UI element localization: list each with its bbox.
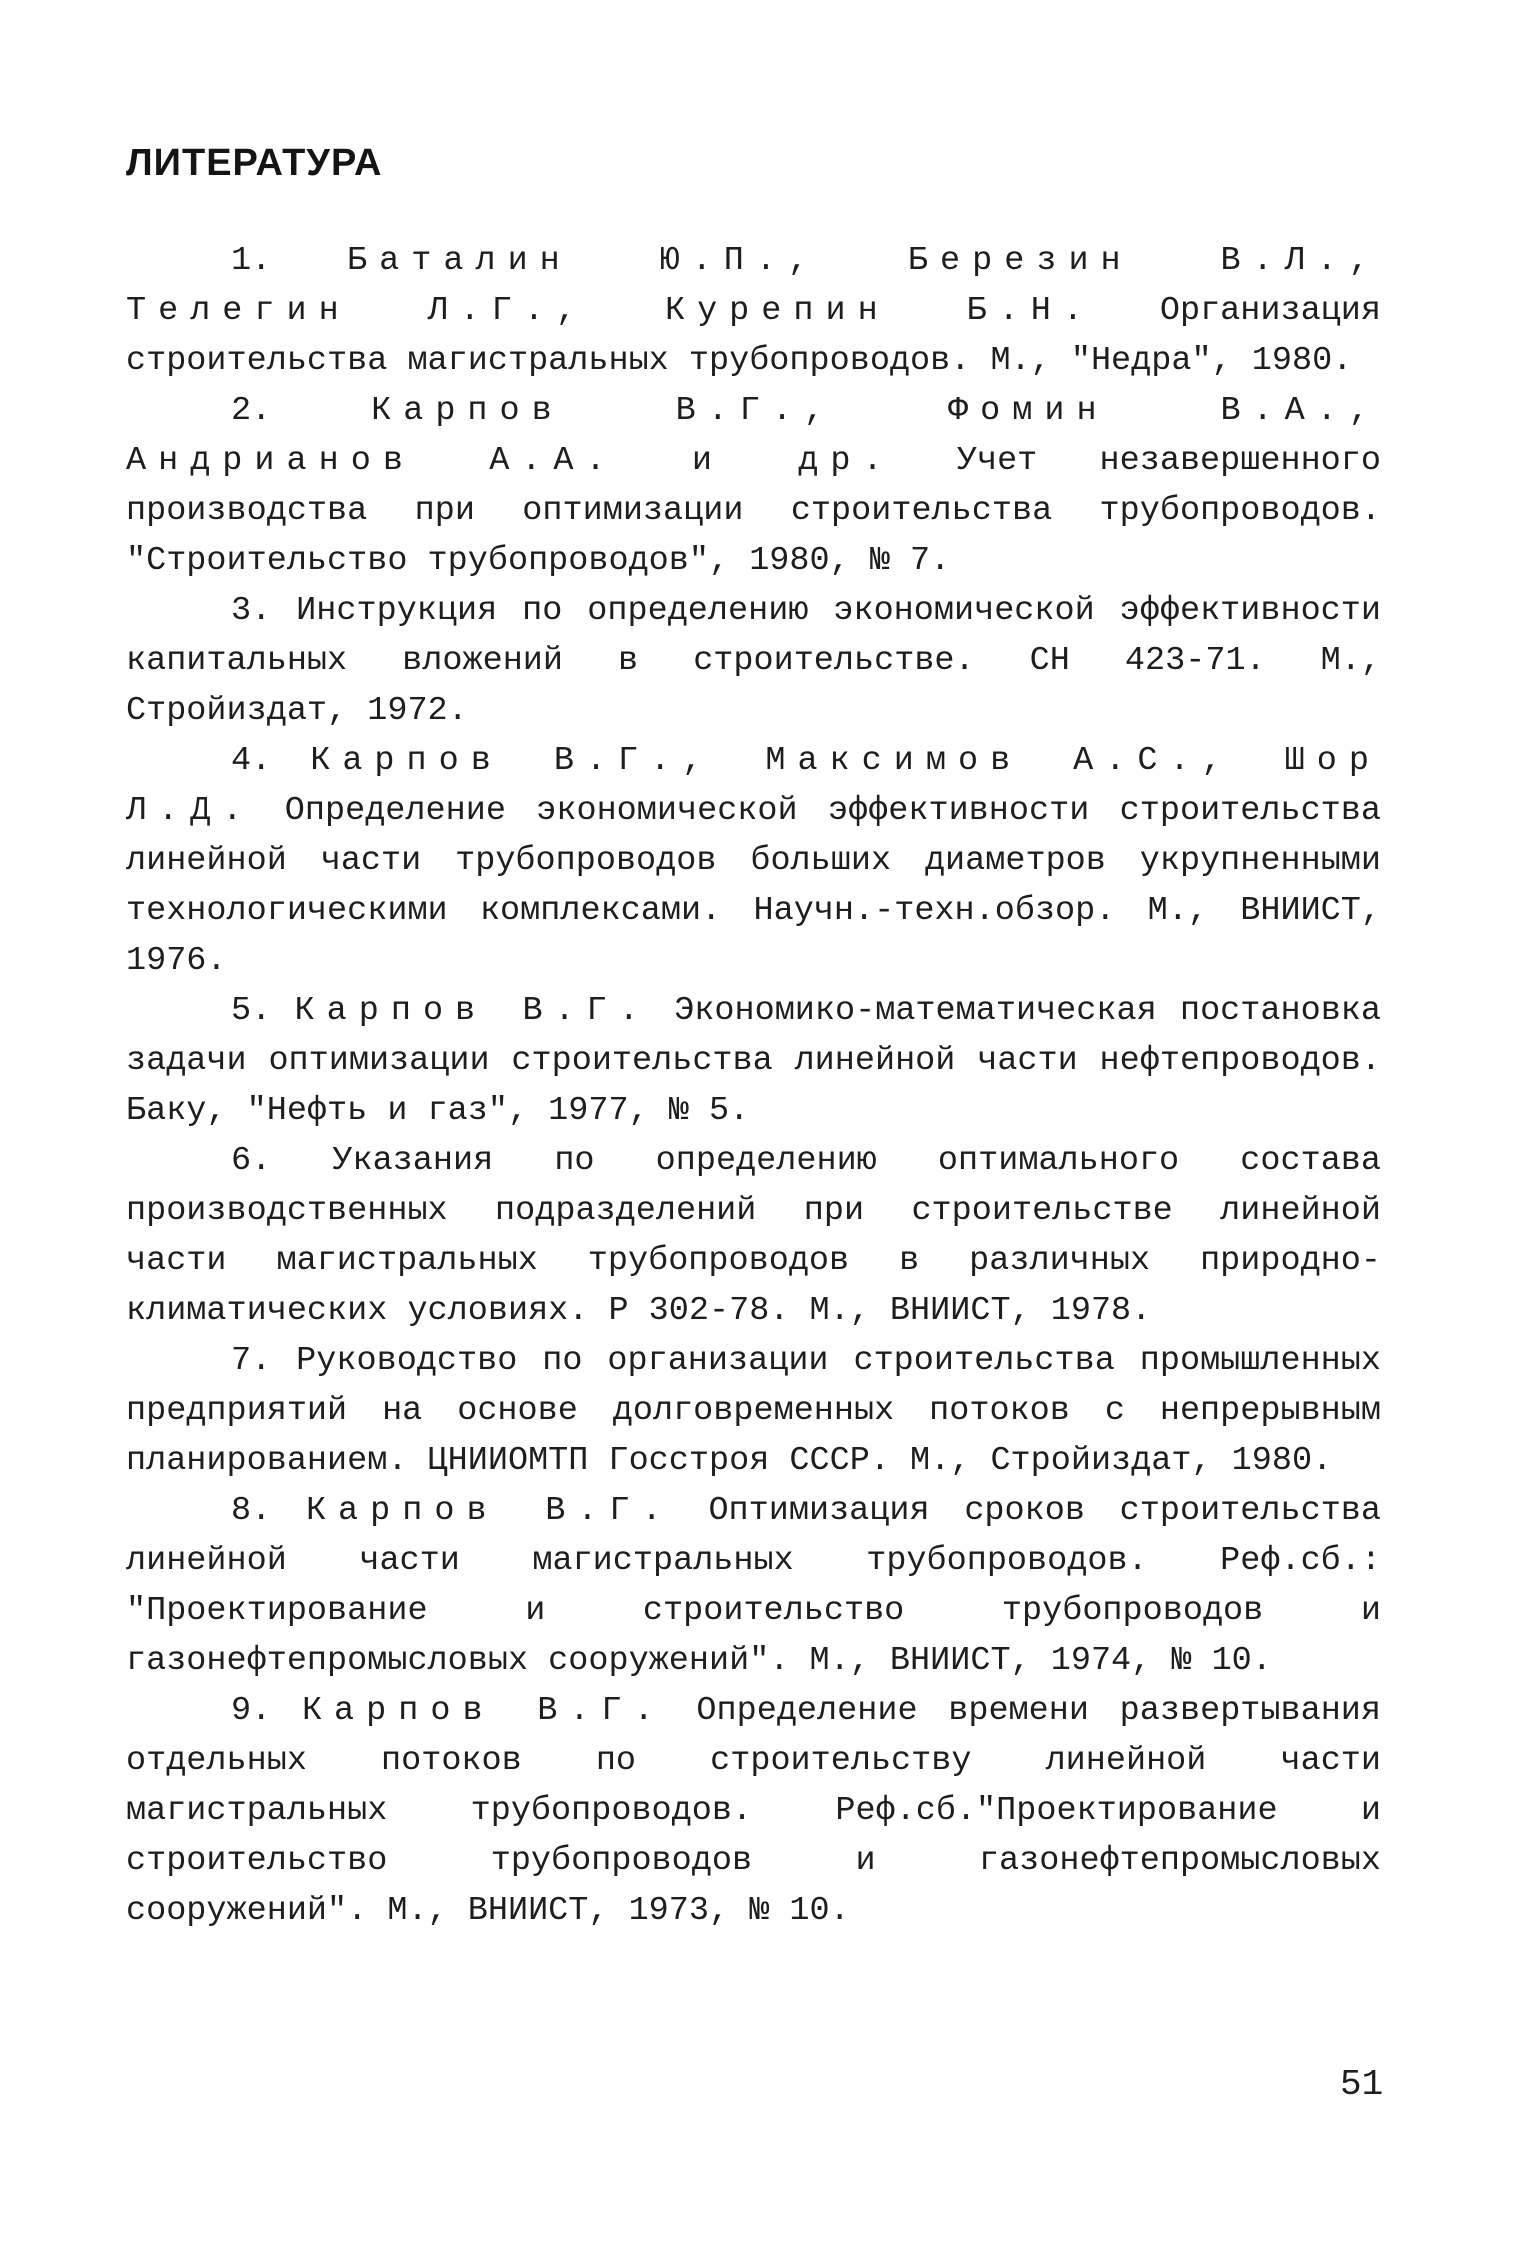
reference-number: 6. xyxy=(231,1142,272,1180)
reference-item xyxy=(126,736,1381,986)
reference-item xyxy=(126,1486,1381,1686)
reference-text: Указания по определению оптимального состава производственных подразделений при строительстве линейной части магистральных трубопроводов в различных природно-климатических условиях. Р 302-78. М., ВНИИСТ, 1978. xyxy=(126,1142,1382,1330)
reference-text: Определение времени развертывания отдельных потоков по строительству линейной части магистральных трубопроводов. Реф.сб."Проектирование и строительство трубопроводов и газонефтепромысловых сооружений". М., ВНИИСТ, 1973, № 10. xyxy=(126,1692,1382,1930)
reference-text: Инструкция по определению экономической эффективности капитальных вложений в строительстве. СН 423-71. М., Стройиздат, 1972. xyxy=(126,592,1381,730)
reference-number: 5. xyxy=(231,992,272,1030)
reference-text: Экономико-математическая постановка задачи оптимизации строительства линейной части нефтепроводов. Баку, "Нефть и газ", 1977, № 5. xyxy=(126,992,1382,1130)
reference-text: Определение экономической эффективности строительства линейной части трубопроводов больших диаметров укрупненными технологическими комплексами. Научн.-техн.обзор. М., ВНИИСТ, 1976. xyxy=(126,792,1381,980)
reference-text: Учет незавершенного производства при оптимизации строительства трубопроводов. "Строительство трубопроводов", 1980, № 7. xyxy=(126,442,1381,580)
reference-item xyxy=(126,1336,1381,1486)
reference-authors: Карпов В.Г. xyxy=(305,1492,674,1530)
page-title: ЛИТЕРАТУРА xyxy=(126,142,383,184)
reference-item xyxy=(126,1686,1381,1936)
reference-number: 1. xyxy=(231,242,272,280)
reference-authors: Карпов В.Г., Фомин В.А., Андрианов А.А. и др. xyxy=(126,392,1381,480)
reference-item xyxy=(126,1136,1381,1336)
reference-number: 9. xyxy=(231,1692,272,1730)
reference-item xyxy=(126,986,1381,1136)
reference-number: 2. xyxy=(231,392,272,430)
reference-authors: Карпов В.Г. xyxy=(301,1692,666,1730)
reference-text: Организация строительства магистральных трубопроводов. М., "Недра", 1980. xyxy=(126,292,1381,380)
reference-text: Оптимизация сроков строительства линейной части магистральных трубопроводов. Реф.сб.: "Проектирование и строительство трубопроводов и газонефтепромысловых сооружений". М., ВНИИСТ, 1974, № 10. xyxy=(126,1492,1382,1680)
reference-authors: Карпов В.Г. xyxy=(294,992,651,1030)
reference-number: 7. xyxy=(231,1342,272,1380)
reference-number: 3. xyxy=(231,592,272,630)
reference-authors: Карпов В.Г., Максимов А.С., Шор Л.Д. xyxy=(126,742,1381,830)
reference-authors: Баталин Ю.П., Березин В.Л., Телегин Л.Г., Курепин Б.Н. xyxy=(126,242,1381,330)
reference-number: 8. xyxy=(231,1492,272,1530)
reference-text: Руководство по организации строительства промышленных предприятий на основе долговременных потоков с непрерывным планированием. ЦНИИОМТП Госстроя СССР. М., Стройиздат, 1980. xyxy=(126,1342,1381,1480)
reference-list xyxy=(126,236,1381,1936)
reference-number: 4. xyxy=(231,742,272,780)
reference-item xyxy=(126,386,1381,586)
page-number: 51 xyxy=(1340,2064,1384,2105)
reference-item xyxy=(126,236,1381,386)
reference-item xyxy=(126,586,1381,736)
